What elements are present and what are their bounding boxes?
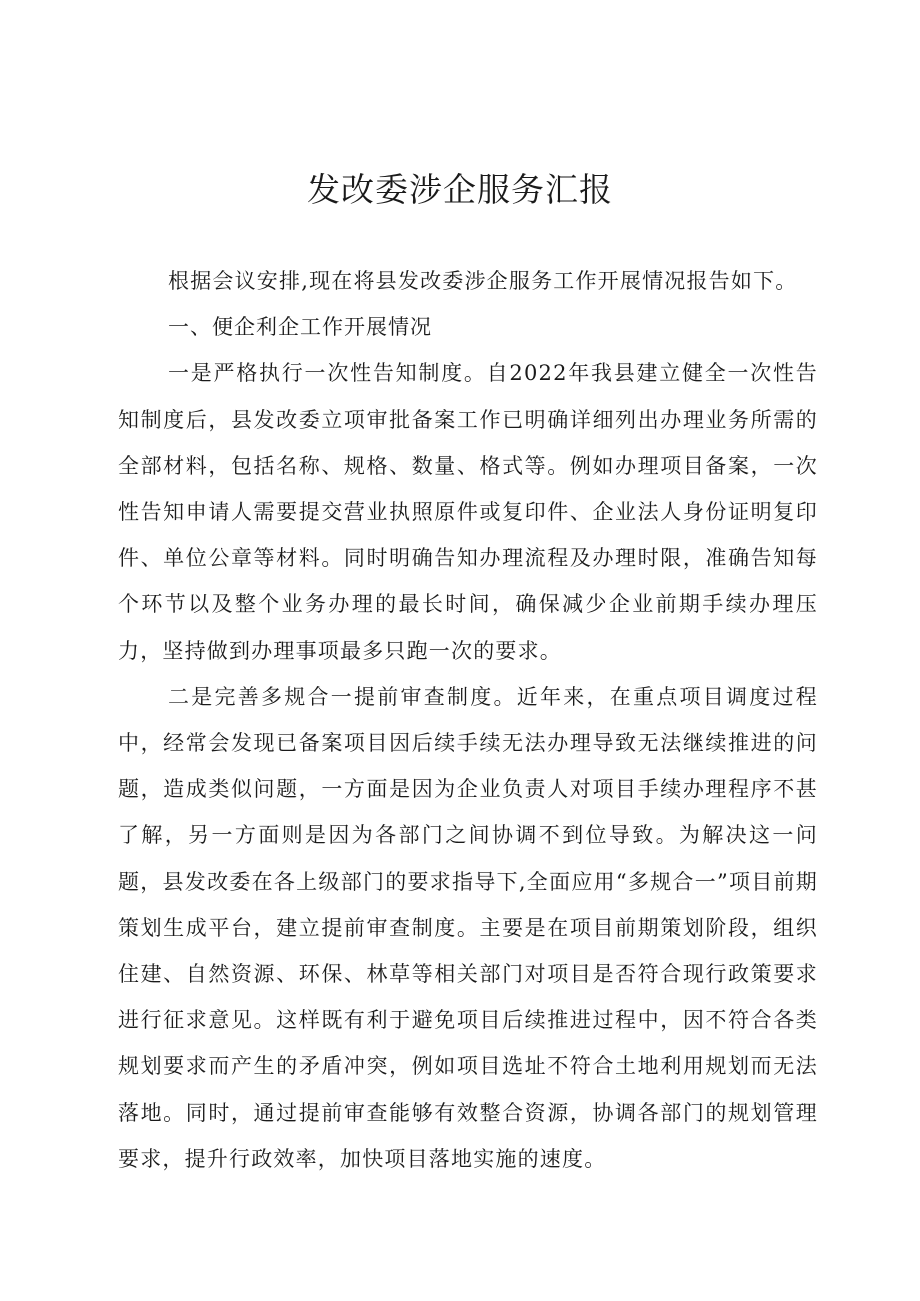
intro-paragraph: 根据会议安排,现在将县发改委涉企服务工作开展情况报告如下。 xyxy=(168,269,798,293)
paragraph-two: 二是完善多规合一提前审查制度。近年来，在重点项目调度过程中，经常会发现已备案项目因后续手续无法办理导致无法继续推进的问题，造成类似问题，一方面是因为企业负责人对项目手续办理程序不甚了解，另一方面则是因为各部门之间协调不到位导致。为解决这一问题，县发改委在各上级部门的要求指导下,全面应用“多规合一”项目前期策划生成平台，建立提前审查制度。主要是在项目前期策划阶段，组织住建、自然资源、环保、林草等相关部门对项目是否符合现行政策要求进行征求意见。这样既有利于避免项目后续推进过程中，因不符合各类规划要求而产生的矛盾冲突，例如项目选址不符合土地利用规划而无法落地。同时，通过提前审查能够有效整合资源，协调各部门的规划管理要求，提升行政效率，加快项目落地实施的速度。 xyxy=(118,684,818,1171)
section-heading: 一、便企利企工作开展情况 xyxy=(168,315,432,340)
document-title: 发改委涉企服务汇报 xyxy=(307,170,613,209)
paragraph-one: 一是严格执行一次性告知制度。自2022年我县建立健全一次性告知制度后，县发改委立项审批备案工作已明确详细列出办理业务所需的全部材料，包括名称、规格、数量、格式等。例如办理项目备案，一次性告知申请人需要提交营业执照原件或复印件、企业法人身份证明复印件、单位公章等材料。同时明确告知办理流程及办理时限，准确告知每个环节以及整个业务办理的最长时间，确保减少企业前期手续办理压力，坚持做到办理事项最多只跑一次的要求。 xyxy=(118,361,818,663)
document-body xyxy=(118,258,818,1182)
